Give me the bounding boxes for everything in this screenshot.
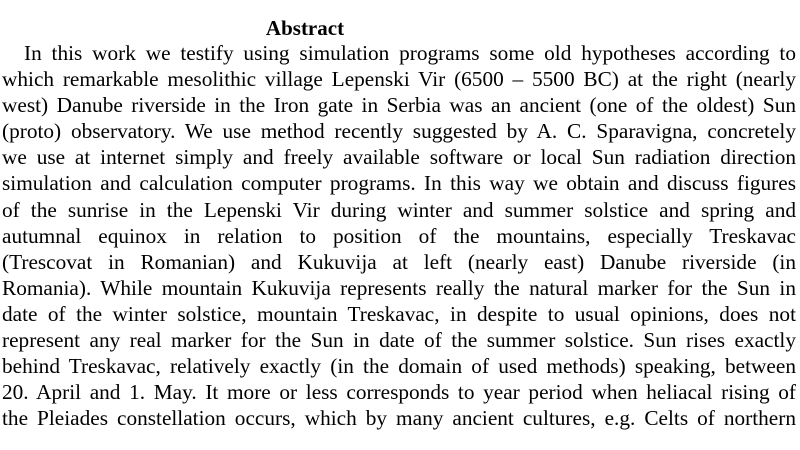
text-line: 20. April and 1. May. It more or less corresponds to year period when heliacal rising of — [2, 380, 796, 405]
text-line: which remarkable mesolithic village Lepenski Vir (6500 – 5500 BC) at the right (nearly — [2, 67, 796, 92]
text-line: (Trescovat in Romanian) and Kukuvija at left (nearly east) Danube riverside (in — [2, 249, 796, 274]
text-line: represent any real marker for the Sun in date of the summer solstice. Sun rises exactly — [2, 328, 796, 353]
text-line: the Pleiades constellation occurs, which by many ancient cultures, e.g. Celts of northern — [2, 406, 796, 431]
text-line: (proto) observatory. We use method recently suggested by A. C. Sparavigna, concretely — [2, 119, 796, 144]
text-line: Romania). While mountain Kukuvija represents really the natural marker for the Sun in — [2, 275, 796, 300]
text-line: In this work we testify using simulation programs some old hypotheses according to — [24, 41, 796, 65]
abstract-heading: Abstract — [265, 16, 345, 40]
text-line: behind Treskavac, relatively exactly (in the domain of used methods) speaking, between — [2, 354, 796, 379]
text-line: west) Danube riverside in the Iron gate in Serbia was an ancient (one of the oldest) Sun — [2, 93, 796, 118]
text-line: simulation and calculation computer programs. In this way we obtain and discuss figures — [2, 171, 796, 196]
text-line: of the sunrise in the Lepenski Vir during winter and summer solstice and spring and — [2, 197, 796, 222]
text-line: we use at internet simply and freely available software or local Sun radiation direction — [2, 145, 796, 170]
text-line: date of the winter solstice, mountain Treskavac, in despite to usual opinions, does not — [2, 301, 796, 326]
abstract-body — [2, 40, 796, 431]
text-line: autumnal equinox in relation to position of the mountains, especially Treskavac — [2, 223, 796, 248]
